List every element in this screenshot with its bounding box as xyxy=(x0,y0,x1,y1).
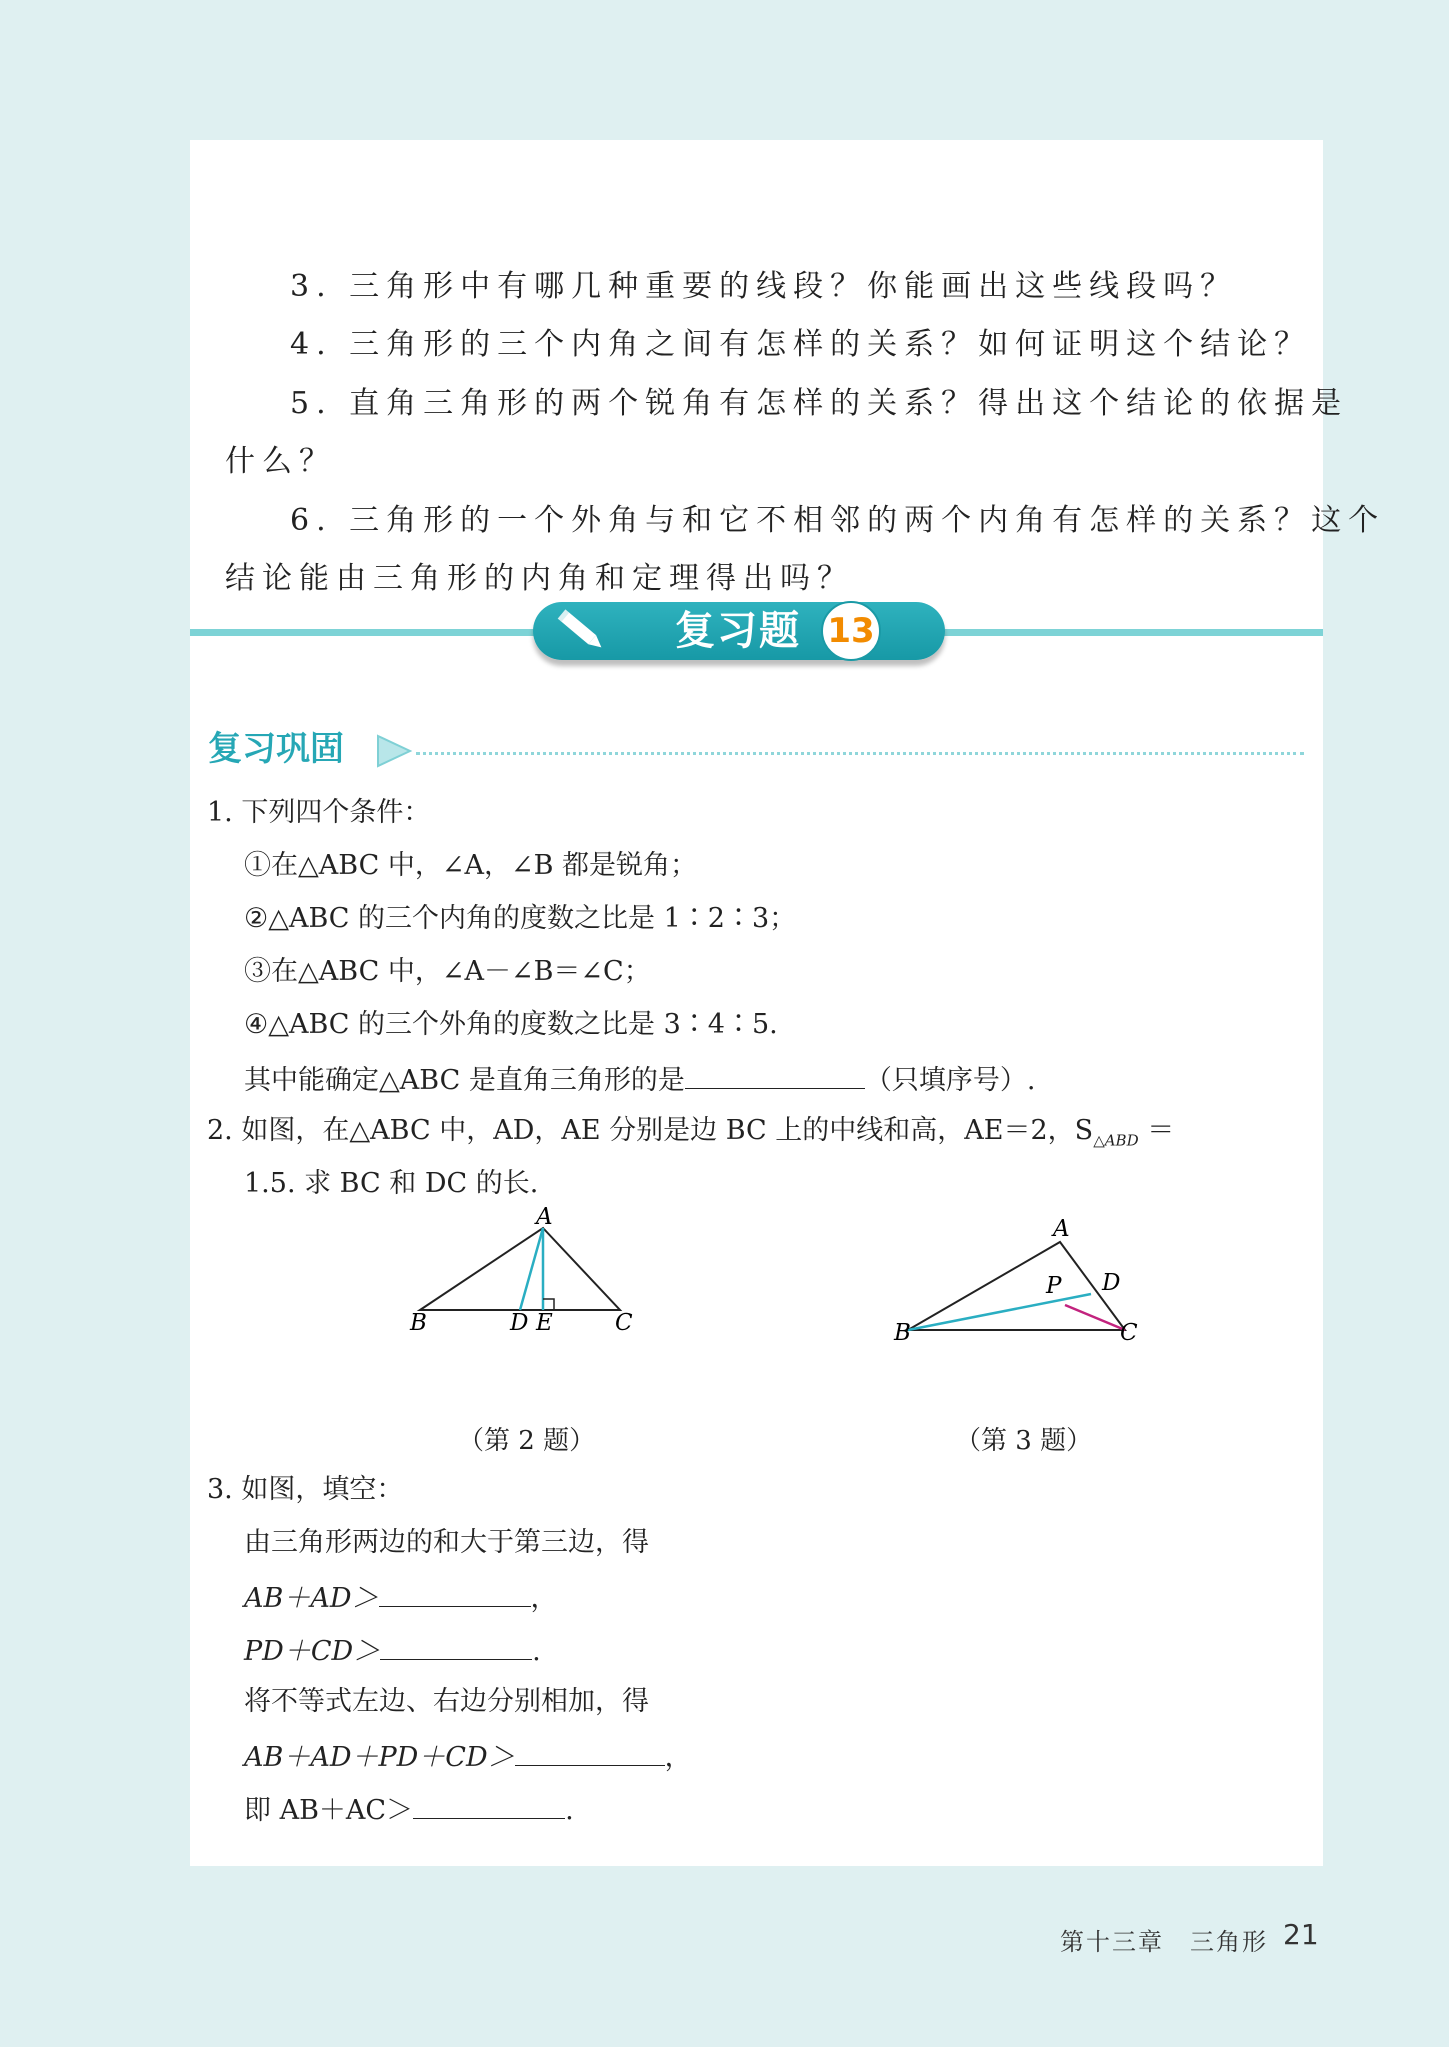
exercise-2-text: 2. 如图，在△ABC 中，AD，AE 分别是边 BC 上的中线和高，AE＝2，S xyxy=(207,1115,1094,1146)
exercise-1-condition-1: ①在△ABC 中，∠A，∠B 都是锐角； xyxy=(244,850,698,881)
exercise-3-line-3 xyxy=(244,1631,541,1670)
exercise-1-question-text: 其中能确定△ABC 是直角三角形的是 xyxy=(244,1065,685,1096)
answer-blank[interactable] xyxy=(380,1631,532,1660)
section-title: 复习巩固 xyxy=(208,729,344,769)
question-5: 5. 直角三角形的两个锐角有怎样的关系？得出这个结论的依据是 xyxy=(290,386,1349,421)
exercise-1-condition-3: ③在△ABC 中，∠A－∠B＝∠C； xyxy=(244,956,651,987)
label-c: C xyxy=(615,1310,633,1336)
right-angle-mark xyxy=(543,1299,554,1310)
pencil-icon xyxy=(555,607,611,657)
figure-3-caption: （第 3 题） xyxy=(955,1426,1093,1456)
label-c: C xyxy=(1120,1320,1138,1346)
exercise-3-line-5 xyxy=(244,1737,692,1776)
segment-bd xyxy=(908,1294,1091,1330)
answer-blank[interactable] xyxy=(379,1578,531,1607)
triangle-arrow-icon xyxy=(376,734,412,768)
figure-2-caption: （第 2 题） xyxy=(458,1426,596,1456)
label-b: B xyxy=(410,1310,427,1336)
figure-2-diagram xyxy=(390,1204,633,1336)
footer-chapter: 第十三章 三角形 xyxy=(1060,1928,1268,1956)
exercise-2-line-1 xyxy=(207,1113,1174,1158)
question-3: 3. 三角形中有哪几种重要的线段？你能画出这些线段吗？ xyxy=(290,269,1238,304)
exercise-3-stem: 3. 如图，填空： xyxy=(207,1474,404,1505)
exercise-1-question xyxy=(244,1060,1035,1099)
answer-blank[interactable] xyxy=(515,1737,665,1766)
exercise-2-equals: ＝ xyxy=(1138,1115,1175,1146)
exercise-3-line-4: 将不等式左边、右边分别相加，得 xyxy=(244,1686,649,1717)
answer-blank[interactable] xyxy=(685,1060,865,1089)
punctuation: . xyxy=(565,1795,574,1826)
content-panel xyxy=(190,140,1386,1866)
label-p: P xyxy=(1046,1273,1062,1299)
answer-blank[interactable] xyxy=(413,1790,565,1819)
inequality-2: PD＋CD＞ xyxy=(244,1636,381,1667)
label-e: E xyxy=(536,1310,553,1336)
label-a: A xyxy=(1053,1216,1070,1242)
punctuation: . xyxy=(532,1636,541,1667)
exercise-3-line-6 xyxy=(244,1790,574,1829)
label-b: B xyxy=(894,1320,911,1346)
exercise-2-subscript: △ABD xyxy=(1093,1131,1139,1150)
page-number: 21 xyxy=(1283,1918,1319,1951)
figure-3-diagram xyxy=(890,1216,1138,1346)
inequality-3: AB＋AD＋PD＋CD＞ xyxy=(244,1742,515,1773)
triangle-abc xyxy=(420,1228,620,1310)
banner-number: 13 xyxy=(821,601,881,661)
exercise-3-line-1: 由三角形两边的和大于第三边，得 xyxy=(244,1527,649,1558)
label-d: D xyxy=(1102,1270,1121,1296)
exercise-2-line-2: 1.5. 求 BC 和 DC 的长. xyxy=(244,1168,539,1199)
label-a: A xyxy=(536,1204,553,1230)
banner-title: 复习题 xyxy=(675,608,801,654)
punctuation: ， xyxy=(530,1583,558,1614)
section-dotted-line xyxy=(416,752,1304,755)
exercise-1-condition-2: ②△ABC 的三个内角的度数之比是 1∶2∶3； xyxy=(244,903,797,934)
review-banner xyxy=(533,602,945,660)
exercise-3-line-2 xyxy=(244,1578,558,1617)
label-d: D xyxy=(510,1310,529,1336)
exercise-1-question-note: （只填序号）. xyxy=(864,1065,1036,1096)
inequality-4: 即 AB＋AC＞ xyxy=(244,1795,414,1826)
punctuation: ， xyxy=(664,1742,692,1773)
exercise-1-stem: 1. 下列四个条件： xyxy=(207,797,431,828)
question-4: 4. 三角形的三个内角之间有怎样的关系？如何证明这个结论？ xyxy=(290,327,1312,362)
exercise-1-condition-4: ④△ABC 的三个外角的度数之比是 3∶4∶5. xyxy=(244,1009,778,1040)
question-6: 6. 三角形的一个外角与和它不相邻的两个内角有怎样的关系？这个 xyxy=(290,503,1386,538)
question-5-cont: 什么？ xyxy=(225,444,336,479)
question-6-cont: 结论能由三角形的内角和定理得出吗？ xyxy=(225,561,854,596)
inequality-1: AB＋AD＞ xyxy=(244,1583,379,1614)
